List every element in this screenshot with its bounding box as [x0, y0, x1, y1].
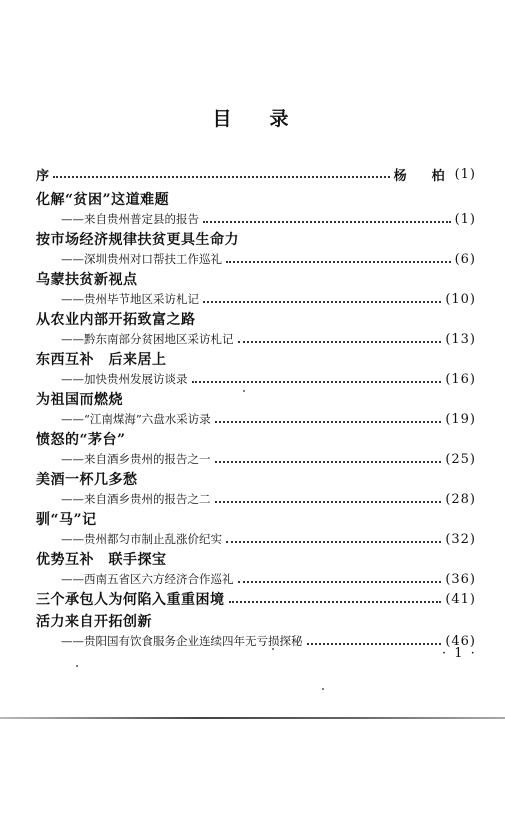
scan-speck: [243, 390, 245, 392]
title-char-2: 录: [269, 108, 293, 130]
toc-entry-title[interactable]: 驯“马”记: [36, 512, 97, 528]
toc-entry-title[interactable]: 为祖国而燃烧: [36, 392, 123, 408]
scan-speck: [272, 648, 274, 650]
dot-leader: [226, 541, 441, 543]
toc-entry-title[interactable]: 化解“贫困”这道难题: [36, 192, 170, 208]
toc-page-number: (10): [445, 291, 476, 307]
toc-entry-subtitle[interactable]: ——西南五省区六方经济合作巡礼 (36): [61, 571, 476, 587]
toc-page-number: (28): [445, 491, 476, 507]
dot-leader: [307, 643, 442, 645]
toc-entry-title[interactable]: 东西互补 后来居上: [36, 352, 167, 368]
toc-page-number: (19): [445, 411, 476, 427]
dot-leader: [238, 581, 442, 583]
toc-entry-title[interactable]: 从农业内部开拓致富之路: [36, 312, 196, 328]
dot-leader: [238, 341, 442, 343]
toc-page-number: (46): [445, 633, 476, 649]
toc-page-number: (25): [445, 451, 476, 467]
dot-leader: [203, 221, 451, 223]
toc-page-number: (1): [454, 211, 476, 227]
toc-page-number: (6): [454, 251, 476, 267]
toc-page-number: (16): [445, 371, 476, 387]
preface-page: (1): [454, 166, 476, 182]
title-char-1: 目: [212, 108, 236, 130]
toc-page-number: (41): [445, 591, 476, 607]
toc-entry-subtitle[interactable]: ——贵州都匀市制止乱涨价纪实 (32): [61, 531, 476, 547]
toc-entry-subtitle[interactable]: ——来自酒乡贵州的报告之二 (28): [61, 491, 476, 507]
preface-author: 杨 柏: [393, 168, 451, 184]
toc-entry-subtitle[interactable]: ——深圳贵州对口帮扶工作巡礼 (6): [61, 251, 476, 267]
dot-leader: [53, 176, 390, 178]
dot-leader: [192, 381, 442, 383]
dot-leader: [215, 501, 442, 503]
toc-entry-subtitle[interactable]: ——黔东南部分贫困地区采访札记 (13): [61, 331, 476, 347]
toc-entry-subtitle[interactable]: ——加快贵州发展访谈录 (16): [61, 371, 476, 387]
dot-leader: [229, 601, 442, 603]
toc-page-number: (36): [445, 571, 476, 587]
toc-preface[interactable]: [36, 164, 476, 184]
toc-entry-subtitle[interactable]: ——来自贵州普定县的报告 (1): [61, 211, 476, 227]
dot-leader: [203, 301, 441, 303]
toc-page-number: (32): [445, 531, 476, 547]
dot-leader: [215, 461, 442, 463]
dot-leader: [226, 261, 451, 263]
toc-entry-title[interactable]: 愤怒的“茅台”: [36, 432, 126, 448]
page-bottom-rule: [0, 717, 505, 719]
scan-speck: [76, 665, 78, 667]
dot-leader: [215, 421, 442, 423]
toc-entry-title[interactable]: 美酒一杯几多愁: [36, 472, 138, 488]
toc-entry-title[interactable]: 按市场经济规律扶贫更具生命力: [36, 232, 239, 248]
toc-entry-subtitle[interactable]: ——“江南煤海”六盘水采访录 (19): [61, 411, 476, 427]
toc-entry-title[interactable]: 乌蒙扶贫新视点: [36, 272, 138, 288]
page-number: · 1 ·: [442, 646, 477, 661]
toc-entry-standalone[interactable]: 三个承包人为何陷入重重困境 (41): [36, 591, 476, 608]
toc-entry-title[interactable]: 优势互补 联手探宝: [36, 552, 167, 568]
toc-page-number: (13): [445, 331, 476, 347]
page-title: [0, 104, 505, 131]
preface-label: 序: [36, 168, 50, 184]
scan-speck: [322, 688, 324, 690]
toc-entry-subtitle[interactable]: ——贵阳国有饮食服务企业连续四年无亏损探秘 (46): [61, 633, 476, 649]
toc-entry-title[interactable]: 活力来自开拓创新: [36, 614, 152, 630]
toc-entry-subtitle[interactable]: ——来自酒乡贵州的报告之一 (25): [61, 451, 476, 467]
toc-entry-subtitle[interactable]: ——贵州毕节地区采访札记 (10): [61, 291, 476, 307]
